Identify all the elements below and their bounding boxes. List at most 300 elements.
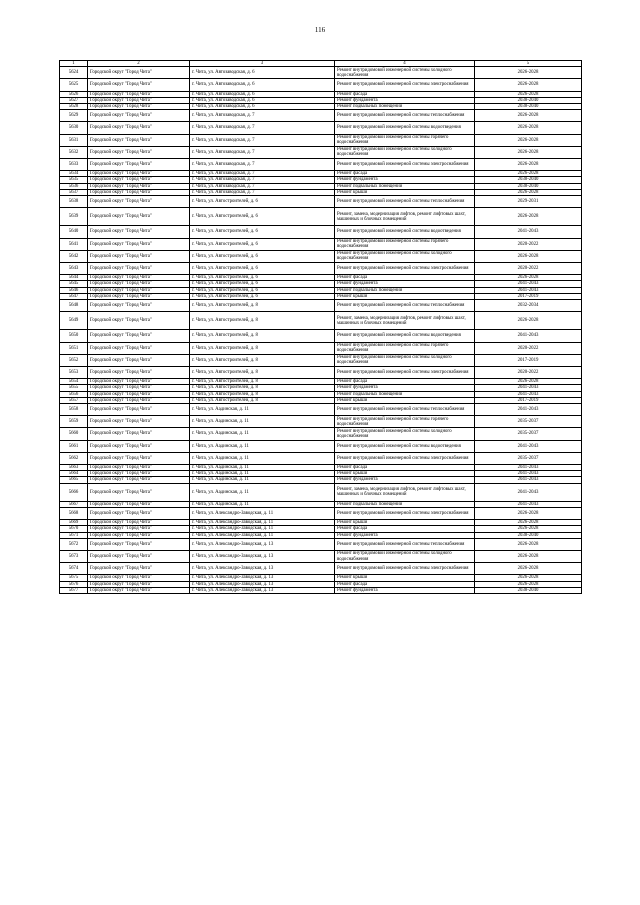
municipality-cell: Городской округ "Город Чита" (88, 183, 190, 189)
row-number: 5676 (60, 581, 88, 587)
row-number: 5633 (60, 158, 88, 170)
table-row (60, 134, 582, 146)
work-type-cell: Ремонт внутридомовой инженерной системы электроснабжения (335, 367, 475, 379)
table-row (60, 299, 582, 311)
period-cell: 2026-2028 (475, 520, 582, 526)
address-cell: г. Чита, ул. Автозаводская, д. 7 (190, 189, 335, 195)
period-cell: 2017-2019 (475, 354, 582, 366)
row-number: 5656 (60, 391, 88, 397)
row-number: 5661 (60, 440, 88, 452)
row-number: 5627 (60, 97, 88, 103)
work-type-cell: Ремонт внутридомовой инженерной системы теплоснабжения (335, 404, 475, 416)
address-cell: г. Чита, ул. Автостроителей, д. 6 (190, 262, 335, 274)
row-number: 5636 (60, 183, 88, 189)
period-cell: 2026-2028 (475, 508, 582, 520)
work-type-cell: Ремонт крыши (335, 293, 475, 299)
period-cell: 2035-2037 (475, 428, 582, 440)
municipality-cell: Городской округ "Город Чита" (88, 379, 190, 385)
period-cell: 2026-2028 (475, 208, 582, 226)
work-type-cell: Ремонт внутридомовой инженерной системы водоотведения (335, 440, 475, 452)
period-cell: 2038-2040 (475, 183, 582, 189)
address-cell: г. Чита, ул. Александро-Заводская, д. 11 (190, 520, 335, 526)
row-number: 5659 (60, 416, 88, 428)
address-cell: г. Чита, ул. Автостроителей, д. 8 (190, 354, 335, 366)
work-type-cell: Ремонт крыши (335, 471, 475, 477)
address-cell: г. Чита, ул. Автостроителей, д. 6 (190, 250, 335, 262)
work-type-cell: Ремонт подвальных помещений (335, 183, 475, 189)
row-number: 5638 (60, 195, 88, 207)
municipality-cell: Городской округ "Город Чита" (88, 299, 190, 311)
address-cell: г. Чита, ул. Автозаводская, д. 7 (190, 158, 335, 170)
municipality-cell: Городской округ "Город Чита" (88, 354, 190, 366)
address-cell: г. Чита, ул. Александро-Заводская, д. 13 (190, 551, 335, 563)
municipality-cell: Городской округ "Город Чита" (88, 428, 190, 440)
municipality-cell: Городской округ "Город Чита" (88, 79, 190, 91)
row-number: 5650 (60, 330, 88, 342)
municipality-cell: Городской округ "Город Чита" (88, 134, 190, 146)
work-type-cell: Ремонт внутридомовой инженерной системы электроснабжения (335, 158, 475, 170)
address-cell: г. Чита, ул. Автостроителей, д. 8 (190, 367, 335, 379)
address-cell: г. Чита, ул. Автостроителей, д. 6 (190, 275, 335, 281)
work-type-cell: Ремонт крыши (335, 397, 475, 403)
period-cell: 2026-2028 (475, 312, 582, 330)
row-number: 5624 (60, 67, 88, 79)
row-number: 5666 (60, 483, 88, 501)
municipality-cell: Городской округ "Город Чита" (88, 532, 190, 538)
row-number: 5646 (60, 287, 88, 293)
table-row (60, 110, 582, 122)
work-type-cell: Ремонт фундамента (335, 532, 475, 538)
municipality-cell: Городской округ "Город Чита" (88, 575, 190, 581)
work-type-cell: Ремонт фасада (335, 581, 475, 587)
work-type-cell: Ремонт фасада (335, 171, 475, 177)
row-number: 5640 (60, 226, 88, 238)
address-cell: г. Чита, ул. Автостроителей, д. 8 (190, 342, 335, 354)
row-number: 5630 (60, 122, 88, 134)
municipality-cell: Городской округ "Город Чита" (88, 397, 190, 403)
row-number: 5644 (60, 275, 88, 281)
table-row (60, 452, 582, 464)
period-cell: 2020-2022 (475, 367, 582, 379)
address-cell: г. Чита, ул. Аадинская, д. 11 (190, 483, 335, 501)
address-cell: г. Чита, ул. Аадинская, д. 11 (190, 404, 335, 416)
header-col-2: 2 (88, 61, 190, 67)
table-row (60, 208, 582, 226)
work-type-cell: Ремонт фасада (335, 275, 475, 281)
row-number: 5628 (60, 103, 88, 109)
period-cell: 2041-2043 (475, 226, 582, 238)
table-row (60, 440, 582, 452)
row-number: 5648 (60, 299, 88, 311)
work-type-cell: Ремонт внутридомовой инженерной системы горячего водоснабжения (335, 238, 475, 250)
period-cell: 2041-2043 (475, 477, 582, 483)
table-row (60, 483, 582, 501)
work-type-cell: Ремонт внутридомовой инженерной системы горячего водоснабжения (335, 342, 475, 354)
row-number: 5649 (60, 312, 88, 330)
table-row (60, 146, 582, 158)
period-cell: 2041-2043 (475, 464, 582, 470)
table-row (60, 354, 582, 366)
row-number: 5675 (60, 575, 88, 581)
page-number: 116 (314, 26, 326, 34)
address-cell: г. Чита, ул. Александро-Заводская, д. 13 (190, 538, 335, 550)
row-number: 5657 (60, 397, 88, 403)
period-cell: 2026-2028 (475, 575, 582, 581)
row-number: 5668 (60, 508, 88, 520)
period-cell: 2026-2028 (475, 275, 582, 281)
work-type-cell: Ремонт внутридомовой инженерной системы холодного водоснабжения (335, 146, 475, 158)
address-cell: г. Чита, ул. Автостроителей, д. 8 (190, 312, 335, 330)
municipality-cell: Городской округ "Город Чита" (88, 226, 190, 238)
address-cell: г. Чита, ул. Автозаводская, д. 6 (190, 79, 335, 91)
address-cell: г. Чита, ул. Александро-Заводская, д. 11 (190, 532, 335, 538)
period-cell: 2038-2040 (475, 103, 582, 109)
row-number: 5655 (60, 385, 88, 391)
municipality-cell: Городской округ "Город Чита" (88, 367, 190, 379)
table-row (60, 342, 582, 354)
work-type-cell: Ремонт, замена, модернизация лифтов, ремонт лифтовых шахт, машинных и блочных помещений (335, 208, 475, 226)
period-cell: 2041-2043 (475, 287, 582, 293)
period-cell: 2026-2028 (475, 526, 582, 532)
municipality-cell: Городской округ "Город Чита" (88, 501, 190, 507)
work-type-cell: Ремонт внутридомовой инженерной системы теплоснабжения (335, 299, 475, 311)
table-row (60, 250, 582, 262)
work-type-cell: Ремонт внутридомовой инженерной системы холодного водоснабжения (335, 250, 475, 262)
row-number: 5632 (60, 146, 88, 158)
table-row (60, 416, 582, 428)
table-row (60, 538, 582, 550)
address-cell: г. Чита, ул. Аадинская, д. 11 (190, 477, 335, 483)
period-cell: 2029-2031 (475, 195, 582, 207)
period-cell: 2041-2043 (475, 330, 582, 342)
work-type-cell: Ремонт внутридомовой инженерной системы электроснабжения (335, 79, 475, 91)
work-type-cell: Ремонт фасада (335, 526, 475, 532)
work-type-cell: Ремонт внутридомовой инженерной системы водоотведения (335, 330, 475, 342)
work-type-cell: Ремонт внутридомовой инженерной системы электроснабжения (335, 262, 475, 274)
address-cell: г. Чита, ул. Автостроителей, д. 6 (190, 238, 335, 250)
work-type-cell: Ремонт внутридомовой инженерной системы электроснабжения (335, 508, 475, 520)
work-type-cell: Ремонт внутридомовой инженерной системы теплоснабжения (335, 195, 475, 207)
work-type-cell: Ремонт внутридомовой инженерной системы холодного водоснабжения (335, 354, 475, 366)
municipality-cell: Городской округ "Город Чита" (88, 391, 190, 397)
work-type-cell: Ремонт внутридомовой инженерной системы электроснабжения (335, 452, 475, 464)
municipality-cell: Городской округ "Город Чита" (88, 312, 190, 330)
period-cell: 2041-2043 (475, 501, 582, 507)
table-row (60, 79, 582, 91)
municipality-cell: Городской округ "Город Чита" (88, 171, 190, 177)
municipality-cell: Городской округ "Город Чита" (88, 587, 190, 593)
period-cell: 2038-2040 (475, 97, 582, 103)
row-number: 5658 (60, 404, 88, 416)
row-number: 5643 (60, 262, 88, 274)
row-number: 5665 (60, 477, 88, 483)
address-cell: г. Чита, ул. Автозаводская, д. 7 (190, 177, 335, 183)
work-type-cell: Ремонт фундамента (335, 281, 475, 287)
municipality-cell: Городской округ "Город Чита" (88, 440, 190, 452)
work-type-cell: Ремонт внутридомовой инженерной системы водоотведения (335, 226, 475, 238)
period-cell: 2026-2028 (475, 551, 582, 563)
address-cell: г. Чита, ул. Александро-Заводская, д. 13 (190, 563, 335, 575)
period-cell: 2041-2043 (475, 471, 582, 477)
address-cell: г. Чита, ул. Автостроителей, д. 6 (190, 293, 335, 299)
period-cell: 2032-2034 (475, 299, 582, 311)
work-type-cell: Ремонт внутридомовой инженерной системы холодного водоснабжения (335, 67, 475, 79)
header-col-5: 5 (475, 61, 582, 67)
address-cell: г. Чита, ул. Автостроителей, д. 6 (190, 281, 335, 287)
municipality-cell: Городской округ "Город Чита" (88, 452, 190, 464)
period-cell: 2026-2028 (475, 250, 582, 262)
municipality-cell: Городской округ "Город Чита" (88, 110, 190, 122)
header-col-1: 1 (60, 61, 88, 67)
period-cell: 2026-2028 (475, 67, 582, 79)
work-type-cell: Ремонт внутридомовой инженерной системы горячего водоснабжения (335, 134, 475, 146)
municipality-cell: Городской округ "Город Чита" (88, 208, 190, 226)
work-type-cell: Ремонт фундамента (335, 587, 475, 593)
period-cell: 2041-2043 (475, 281, 582, 287)
period-cell: 2017-2019 (475, 293, 582, 299)
municipality-cell: Городской округ "Город Чита" (88, 238, 190, 250)
municipality-cell: Городской округ "Город Чита" (88, 146, 190, 158)
address-cell: г. Чита, ул. Автозаводская, д. 6 (190, 97, 335, 103)
table-row (60, 67, 582, 79)
work-type-cell: Ремонт крыши (335, 189, 475, 195)
period-cell: 2026-2028 (475, 171, 582, 177)
work-type-cell: Ремонт крыши (335, 575, 475, 581)
period-cell: 2041-2043 (475, 483, 582, 501)
row-number: 5631 (60, 134, 88, 146)
municipality-cell: Городской округ "Город Чита" (88, 471, 190, 477)
address-cell: г. Чита, ул. Автостроителей, д. 6 (190, 287, 335, 293)
work-type-cell: Ремонт внутридомовой инженерной системы водоотведения (335, 122, 475, 134)
period-cell: 2038-2040 (475, 177, 582, 183)
table-row (60, 312, 582, 330)
work-type-cell: Ремонт, замена, модернизация лифтов, ремонт лифтовых шахт, машинных и блочных помещений (335, 483, 475, 501)
address-cell: г. Чита, ул. Аадинская, д. 11 (190, 464, 335, 470)
address-cell: г. Чита, ул. Автостроителей, д. 8 (190, 330, 335, 342)
municipality-cell: Городской округ "Город Чита" (88, 262, 190, 274)
municipality-cell: Городской округ "Город Чита" (88, 385, 190, 391)
work-type-cell: Ремонт фундамента (335, 97, 475, 103)
municipality-cell: Городской округ "Город Чита" (88, 250, 190, 262)
period-cell: 2020-2022 (475, 342, 582, 354)
municipality-cell: Городской округ "Город Чита" (88, 281, 190, 287)
table-row (60, 158, 582, 170)
header-col-3: 3 (190, 61, 335, 67)
period-cell: 2026-2028 (475, 379, 582, 385)
municipality-cell: Городской округ "Город Чита" (88, 581, 190, 587)
municipality-cell: Городской округ "Город Чита" (88, 508, 190, 520)
period-cell: 2041-2043 (475, 440, 582, 452)
address-cell: г. Чита, ул. Автостроителей, д. 8 (190, 299, 335, 311)
municipality-cell: Городской округ "Город Чита" (88, 275, 190, 281)
header-col-4: 4 (335, 61, 475, 67)
municipality-cell: Городской округ "Город Чита" (88, 563, 190, 575)
address-cell: г. Чита, ул. Аадинская, д. 11 (190, 440, 335, 452)
table-row (60, 404, 582, 416)
period-cell: 2026-2028 (475, 189, 582, 195)
period-cell: 2026-2028 (475, 122, 582, 134)
period-cell: 2035-2037 (475, 416, 582, 428)
address-cell: г. Чита, ул. Автостроителей, д. 8 (190, 385, 335, 391)
table-row (60, 508, 582, 520)
row-number: 5647 (60, 293, 88, 299)
municipality-cell: Городской округ "Город Чита" (88, 330, 190, 342)
municipality-cell: Городской округ "Город Чита" (88, 177, 190, 183)
address-cell: г. Чита, ул. Автостроителей, д. 8 (190, 379, 335, 385)
row-number: 5641 (60, 238, 88, 250)
municipality-cell: Городской округ "Город Чита" (88, 103, 190, 109)
row-number: 5637 (60, 189, 88, 195)
table-row (60, 330, 582, 342)
municipality-cell: Городской округ "Город Чита" (88, 477, 190, 483)
work-type-cell: Ремонт фундамента (335, 477, 475, 483)
row-number: 5671 (60, 532, 88, 538)
work-type-cell: Ремонт внутридомовой инженерной системы теплоснабжения (335, 110, 475, 122)
address-cell: г. Чита, ул. Александро-Заводская, д. 11 (190, 526, 335, 532)
work-type-cell: Ремонт подвальных помещений (335, 501, 475, 507)
period-cell: 2026-2028 (475, 158, 582, 170)
period-cell: 2026-2028 (475, 146, 582, 158)
municipality-cell: Городской округ "Город Чита" (88, 97, 190, 103)
row-number: 5645 (60, 281, 88, 287)
row-number: 5672 (60, 538, 88, 550)
table-row (60, 238, 582, 250)
table-row (60, 195, 582, 207)
work-type-cell: Ремонт, замена, модернизация лифтов, ремонт лифтовых шахт, машинных и блочных помещений (335, 312, 475, 330)
work-type-cell: Ремонт фасада (335, 91, 475, 97)
period-cell: 2038-2040 (475, 587, 582, 593)
row-number: 5635 (60, 177, 88, 183)
period-cell: 2035-2037 (475, 452, 582, 464)
row-number: 5651 (60, 342, 88, 354)
row-number: 5629 (60, 110, 88, 122)
address-cell: г. Чита, ул. Автозаводская, д. 6 (190, 91, 335, 97)
table-row (60, 563, 582, 575)
address-cell: г. Чита, ул. Александро-Заводская, д. 11 (190, 508, 335, 520)
row-number: 5674 (60, 563, 88, 575)
table-row (60, 262, 582, 274)
address-cell: г. Чита, ул. Автозаводская, д. 7 (190, 134, 335, 146)
row-number: 5634 (60, 171, 88, 177)
period-cell: 2026-2028 (475, 538, 582, 550)
municipality-cell: Городской округ "Город Чита" (88, 189, 190, 195)
address-cell: г. Чита, ул. Аадинская, д. 11 (190, 416, 335, 428)
municipality-cell: Городской округ "Город Чита" (88, 287, 190, 293)
work-type-cell: Ремонт фасада (335, 379, 475, 385)
row-number: 5642 (60, 250, 88, 262)
address-cell: г. Чита, ул. Автостроителей, д. 6 (190, 195, 335, 207)
period-cell: 2041-2043 (475, 404, 582, 416)
address-cell: г. Чита, ул. Автостроителей, д. 8 (190, 391, 335, 397)
address-cell: г. Чита, ул. Автостроителей, д. 6 (190, 208, 335, 226)
row-number: 5639 (60, 208, 88, 226)
address-cell: г. Чита, ул. Автозаводская, д. 6 (190, 67, 335, 79)
municipality-cell: Городской округ "Город Чита" (88, 67, 190, 79)
municipality-cell: Городской округ "Город Чита" (88, 122, 190, 134)
row-number: 5652 (60, 354, 88, 366)
row-number: 5667 (60, 501, 88, 507)
work-type-cell: Ремонт фундамента (335, 385, 475, 391)
municipality-cell: Городской округ "Город Чита" (88, 464, 190, 470)
municipality-cell: Городской округ "Город Чита" (88, 158, 190, 170)
municipality-cell: Городской округ "Город Чита" (88, 526, 190, 532)
address-cell: г. Чита, ул. Автостроителей, д. 8 (190, 397, 335, 403)
municipality-cell: Городской округ "Город Чита" (88, 551, 190, 563)
table-row (60, 122, 582, 134)
table-row (60, 226, 582, 238)
work-type-cell: Ремонт фасада (335, 464, 475, 470)
row-number: 5677 (60, 587, 88, 593)
address-cell: г. Чита, ул. Аадинская, д. 11 (190, 428, 335, 440)
table-row (60, 587, 582, 593)
row-number: 5673 (60, 551, 88, 563)
row-number: 5660 (60, 428, 88, 440)
row-number: 5669 (60, 520, 88, 526)
work-type-cell: Ремонт подвальных помещений (335, 287, 475, 293)
address-cell: г. Чита, ул. Автозаводская, д. 7 (190, 110, 335, 122)
address-cell: г. Чита, ул. Аадинская, д. 11 (190, 471, 335, 477)
municipality-cell: Городской округ "Город Чита" (88, 91, 190, 97)
row-number: 5626 (60, 91, 88, 97)
municipality-cell: Городской округ "Город Чита" (88, 195, 190, 207)
municipality-cell: Городской округ "Город Чита" (88, 520, 190, 526)
municipality-cell: Городской округ "Город Чита" (88, 404, 190, 416)
municipality-cell: Городской округ "Город Чита" (88, 416, 190, 428)
work-type-cell: Ремонт подвальных помещений (335, 103, 475, 109)
address-cell: г. Чита, ул. Автозаводская, д. 7 (190, 171, 335, 177)
address-cell: г. Чита, ул. Аадинская, д. 11 (190, 452, 335, 464)
municipality-cell: Городской округ "Город Чита" (88, 293, 190, 299)
address-cell: г. Чита, ул. Автозаводская, д. 7 (190, 146, 335, 158)
table-row (60, 428, 582, 440)
period-cell: 2026-2028 (475, 91, 582, 97)
address-cell: г. Чита, ул. Автозаводская, д. 7 (190, 183, 335, 189)
municipality-cell: Городской округ "Город Чита" (88, 342, 190, 354)
period-cell: 2026-2028 (475, 134, 582, 146)
repair-schedule-table (59, 60, 582, 594)
work-type-cell: Ремонт внутридомовой инженерной системы холодного водоснабжения (335, 551, 475, 563)
period-cell: 2038-2040 (475, 532, 582, 538)
row-number: 5664 (60, 471, 88, 477)
row-number: 5663 (60, 464, 88, 470)
table-row (60, 367, 582, 379)
table-row (60, 551, 582, 563)
period-cell: 2026-2028 (475, 581, 582, 587)
row-number: 5654 (60, 379, 88, 385)
work-type-cell: Ремонт подвальных помещений (335, 391, 475, 397)
work-type-cell: Ремонт внутридомовой инженерной системы горячего водоснабжения (335, 416, 475, 428)
period-cell: 2041-2043 (475, 391, 582, 397)
work-type-cell: Ремонт фундамента (335, 177, 475, 183)
address-cell: г. Чита, ул. Аадинская, д. 11 (190, 501, 335, 507)
period-cell: 2017-2019 (475, 397, 582, 403)
period-cell: 2026-2028 (475, 563, 582, 575)
work-type-cell: Ремонт внутридомовой инженерной системы теплоснабжения (335, 538, 475, 550)
work-type-cell: Ремонт внутридомовой инженерной системы холодного водоснабжения (335, 428, 475, 440)
row-number: 5662 (60, 452, 88, 464)
work-type-cell: Ремонт внутридомовой инженерной системы электроснабжения (335, 563, 475, 575)
row-number: 5625 (60, 79, 88, 91)
work-type-cell: Ремонт крыши (335, 520, 475, 526)
address-cell: г. Чита, ул. Александро-Заводская, д. 13 (190, 581, 335, 587)
address-cell: г. Чита, ул. Александро-Заводская, д. 13 (190, 575, 335, 581)
period-cell: 2026-2028 (475, 110, 582, 122)
period-cell: 2026-2028 (475, 79, 582, 91)
address-cell: г. Чита, ул. Александро-Заводская, д. 13 (190, 587, 335, 593)
address-cell: г. Чита, ул. Автозаводская, д. 7 (190, 122, 335, 134)
row-number: 5653 (60, 367, 88, 379)
address-cell: г. Чита, ул. Автозаводская, д. 6 (190, 103, 335, 109)
